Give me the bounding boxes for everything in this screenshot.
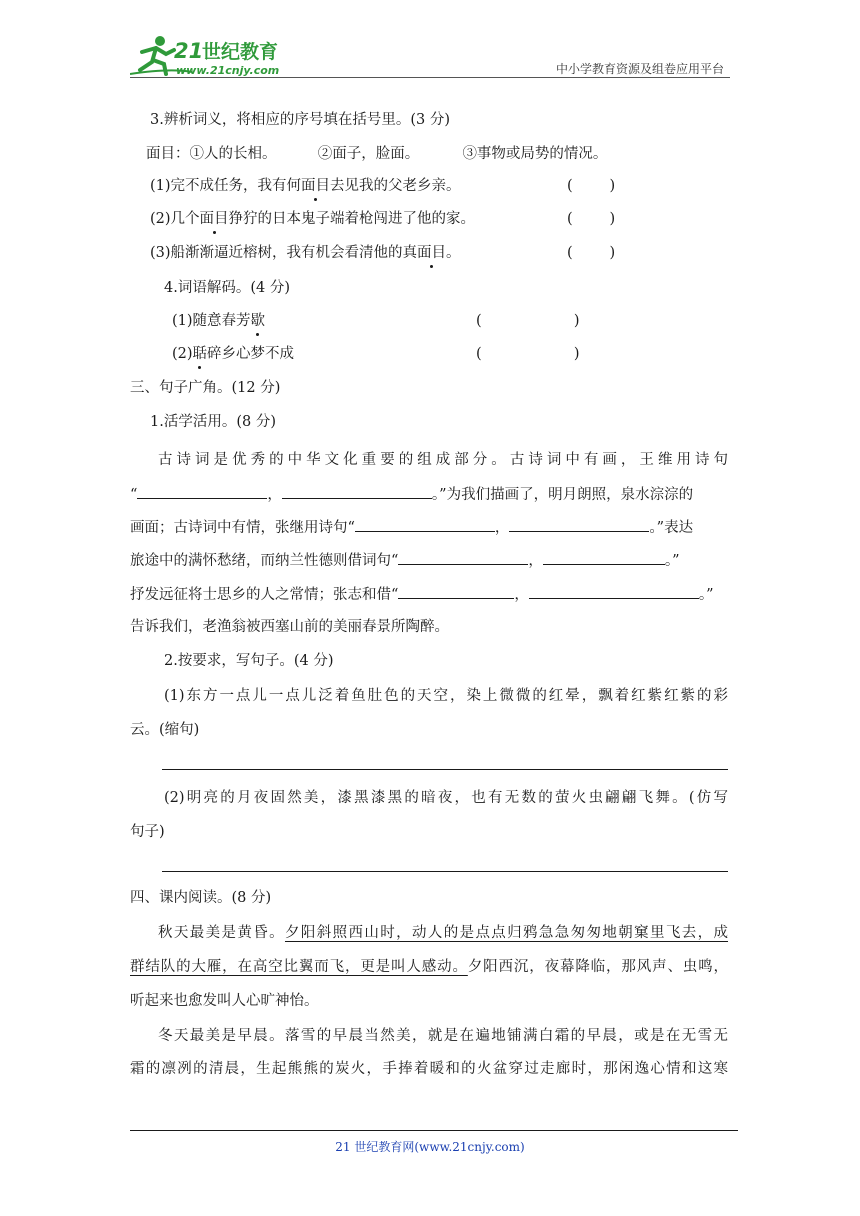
q3-item-2: (2)几个面目狰狞的日本鬼子端着枪闯进了他的家。 [150, 211, 476, 227]
q3-answer-box-2[interactable]: ( ) [567, 211, 616, 227]
answer-line-1[interactable] [162, 769, 728, 770]
q3-def-2: ②面子，脸面。 [317, 146, 420, 162]
sec4-winter-line-2: 霜的凛冽的清晨，生起熊熊的炭火，手捧着暖和的火盆穿过走廊时，那闲逸心情和这寒 [130, 1061, 728, 1077]
answer-line-2[interactable] [162, 871, 728, 872]
q3-answer-box-1[interactable]: ( ) [567, 178, 616, 194]
fill-blank-5[interactable] [398, 549, 528, 565]
sec3-q1-title: 1.活学活用。(8 分) [150, 414, 276, 430]
fill-blank-2[interactable] [282, 483, 432, 499]
header-divider [130, 77, 730, 78]
sec4-winter-line-1: 冬天最美是早晨。落雪的早晨当然美，就是在遍地铺满白霜的早晨，或是在无雪无 [158, 1028, 728, 1044]
q3-answer-box-3[interactable]: ( ) [567, 245, 616, 261]
q4-answer-box-2[interactable]: ( ) [476, 346, 580, 362]
q4-title: 4.词语解码。(4 分) [164, 280, 290, 296]
sec3-sentence-1-line-1: (1)东方一点儿一点儿泛着鱼肚色的天空，染上微微的红晕，飘着红紫红紫的彩 [164, 688, 728, 704]
sec3-sentence-2-line-2: 句子) [130, 824, 165, 840]
site-logo [130, 32, 300, 78]
fill-blank-8[interactable] [529, 583, 699, 599]
q3-item-3: (3)船渐渐逼近榕树，我有机会看清他的真面目。 [150, 245, 461, 261]
emphasis-word: 聒 [192, 346, 208, 362]
fill-blank-6[interactable] [543, 549, 665, 565]
q4-item-1: (1)随意春芳歇 [172, 313, 266, 329]
q3-title: 3.辨析词义，将相应的序号填在括号里。(3 分) [150, 112, 450, 128]
emphasis-word: 面目 [417, 245, 447, 261]
underlined-sentence: 群结队的大雁，在高空比翼而飞，更是叫人感动。 [130, 959, 468, 975]
runner-logo-icon [130, 32, 300, 78]
q4-item-2: (2)聒碎乡心梦不成 [172, 346, 295, 362]
svg-text:www.21cnjy.com: www.21cnjy.com [176, 64, 280, 77]
emphasis-word: 歇 [250, 313, 266, 329]
svg-text:21: 21 [174, 39, 204, 63]
footer-divider [130, 1130, 738, 1131]
q4-answer-box-1[interactable]: ( ) [476, 313, 580, 329]
q3-item-1: (1)完不成任务，我有何面目去见我的父老乡亲。 [150, 178, 461, 194]
q3-def-3: ③事物或局势的情况。 [462, 146, 608, 162]
page-header [130, 30, 730, 80]
sec4-autumn-line-1: 秋天最美是黄昏。夕阳斜照西山时，动人的是点点归鸦急急匆匆地朝窠里飞去，成 [158, 925, 729, 941]
fill-blank-4[interactable] [509, 516, 649, 532]
platform-tagline: 中小学教育资源及组卷应用平台 [555, 62, 724, 76]
emphasis-word: 面目 [301, 178, 331, 194]
sec3-paragraph-line-4: 旅途中的满怀愁绪，而纳兰性德则借词句“ ， 。” [130, 549, 680, 571]
fill-blank-7[interactable] [398, 583, 514, 599]
q3-def-1: 面目：①人的长相。 [146, 146, 277, 162]
fill-blank-1[interactable] [137, 483, 267, 499]
sec3-paragraph-line-1: 古诗词是优秀的中华文化重要的组成部分。古诗词中有画，王维用诗句 [158, 452, 728, 468]
sec3-q2-title: 2.按要求，写句子。(4 分) [164, 653, 334, 669]
sec3-paragraph-line-3: 画面；古诗词中有情，张继用诗句“ ， 。”表达 [130, 516, 693, 538]
sec3-paragraph-line-2: “ ， 。”为我们描画了，明月朗照，泉水淙淙的 [130, 483, 693, 505]
sec3-paragraph-line-5: 抒发远征将士思乡的人之常情；张志和借“ ， 。” [130, 583, 714, 605]
sec3-sentence-1-line-2: 云。(缩句) [130, 722, 200, 738]
sec3-sentence-2-line-1: (2)明亮的月夜固然美，漆黑漆黑的暗夜，也有无数的萤火虫翩翩飞舞。(仿写 [164, 790, 728, 806]
sec4-autumn-line-2: 群结队的大雁，在高空比翼而飞，更是叫人感动。夕阳西沉，夜幕降临，那风声、虫鸣， [130, 959, 729, 975]
section-4-title: 四、课内阅读。(8 分) [130, 890, 272, 906]
emphasis-word: 面目 [199, 211, 229, 227]
fill-blank-3[interactable] [355, 516, 495, 532]
svg-text:世纪教育: 世纪教育 [202, 41, 279, 63]
footer-link[interactable]: 21 世纪教育网(www.21cnjy.com) [335, 1140, 525, 1154]
sec3-paragraph-line-6: 告诉我们，老渔翁被西塞山前的美丽春景所陶醉。 [130, 619, 449, 635]
q3-definitions [146, 144, 607, 164]
sec4-autumn-line-3: 听起来也愈发叫人心旷神怡。 [130, 993, 319, 1009]
underlined-sentence: 夕阳斜照西山时，动人的是点点归鸦急急匆匆地朝窠里飞去，成 [284, 925, 729, 941]
section-3-title: 三、句子广角。(12 分) [130, 380, 281, 396]
